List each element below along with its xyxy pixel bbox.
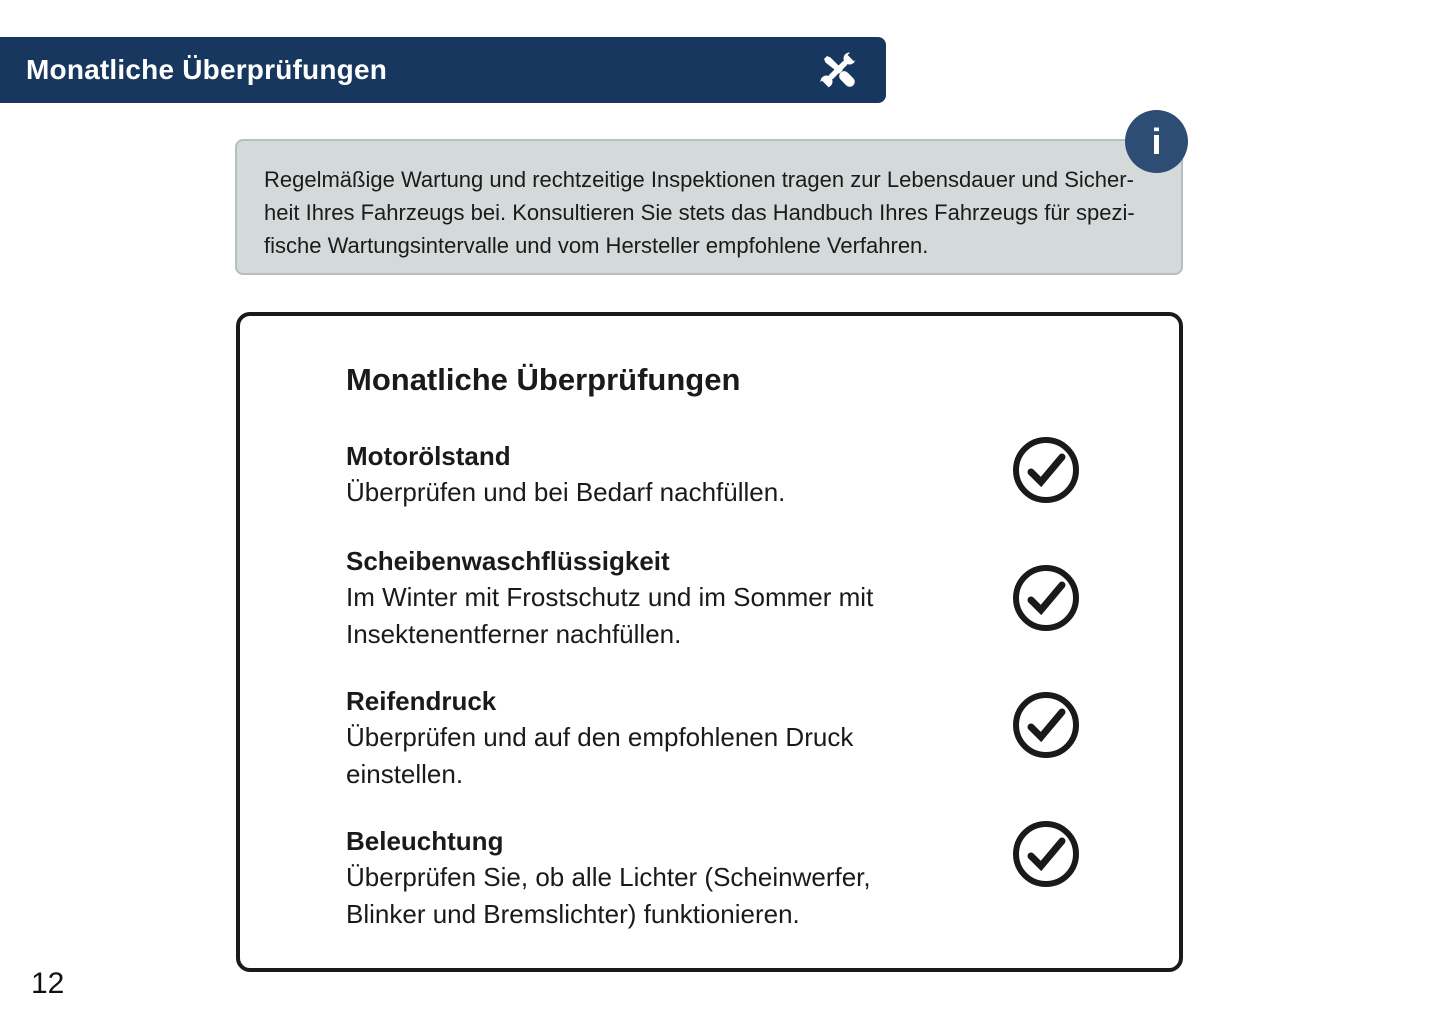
item-description: Überprüfen und auf den empfohlenen Druck einstellen.: [346, 722, 854, 789]
checklist-title: Monatliche Überprüfungen: [346, 362, 741, 397]
checklist-item-scheibenwaschfluessigkeit: [346, 543, 956, 653]
item-description: Überprüfen und bei Bedarf nachfüllen.: [346, 477, 786, 507]
info-box: [235, 139, 1183, 275]
checklist-item-reifendruck: [346, 683, 956, 793]
item-description: Im Winter mit Frostschutz und im Sommer mit Insektenentferner nachfüllen.: [346, 582, 874, 649]
item-heading: Motorölstand: [346, 441, 511, 471]
checklist-card: [236, 312, 1183, 972]
item-description: Überprüfen Sie, ob alle Lichter (Scheinwerfer, Blinker und Bremslichter) funktionieren.: [346, 862, 871, 929]
item-heading: Reifendruck: [346, 686, 497, 716]
check-icon: [1012, 436, 1080, 504]
tools-icon: [816, 48, 860, 92]
page-title: Monatliche Überprüfungen: [26, 54, 388, 85]
info-badge[interactable]: [1125, 110, 1188, 173]
info-text-line: Regelmäßige Wartung und rechtzeitige Inspektionen tragen zur Lebensdauer und Sicher-: [264, 167, 1134, 192]
info-badge-label: i: [1151, 120, 1162, 162]
page-number: 12: [31, 967, 65, 1000]
check-icon: [1012, 691, 1080, 759]
info-text-line: heit Ihres Fahrzeugs bei. Konsultieren Sie stets das Handbuch Ihres Fahrzeugs für spezi-: [264, 200, 1135, 225]
checklist-item-motoroelstand: [346, 438, 956, 511]
check-icon: [1012, 820, 1080, 888]
info-text-line: fische Wartungsintervalle und vom Hersteller empfohlene Verfahren.: [264, 233, 929, 258]
check-icon: [1012, 564, 1080, 632]
item-heading: Scheibenwaschflüssigkeit: [346, 546, 670, 576]
item-heading: Beleuchtung: [346, 826, 504, 856]
checklist-item-beleuchtung: [346, 823, 956, 933]
header-bar: [0, 37, 886, 103]
